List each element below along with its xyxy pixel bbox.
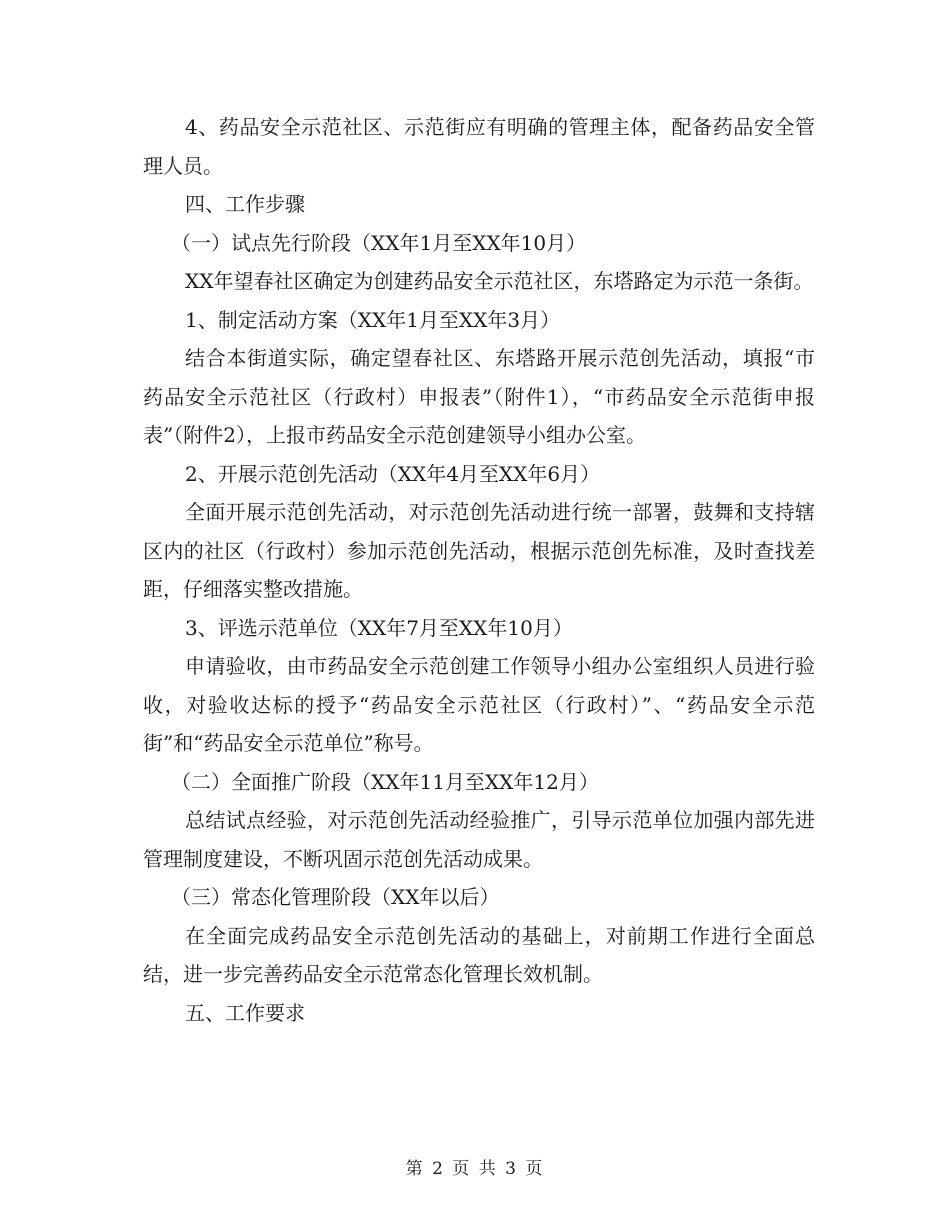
- paragraph-item-4: 4、药品安全示范社区、示范街应有明确的管理主体，配备药品安全管理人员。: [143, 115, 815, 178]
- subsection-heading-normalization-stage: （三）常态化管理阶段（XX年以后）: [171, 885, 500, 909]
- step-heading-selection: 3、评选示范单位（XX年7月至XX年10月）: [185, 615, 573, 640]
- paragraph-normalization: 在全面完成药品安全示范创先活动的基础上，对前期工作进行全面总结，进一步完善药品安全示范常态化管理长效机制。: [143, 923, 815, 986]
- page-footer: 第 2 页 共 3 页: [405, 1159, 545, 1179]
- section-heading-work-steps: 四、工作步骤: [185, 192, 305, 216]
- paragraph-plan: 结合本街道实际，确定望春社区、东塔路开展示范创先活动，填报“市药品安全示范社区（行政村）申报表”（附件1），“市药品安全示范街申报表”（附件2），上报市药品安全示范创建领导小组办公室。: [143, 346, 815, 447]
- subsection-heading-promotion-stage: （二）全面推广阶段（XX年11月至XX年12月）: [171, 769, 599, 794]
- paragraph-promotion: 总结试点经验，对示范创先活动经验推广，引导示范单位加强内部先进管理制度建设，不断巩固示范创先活动成果。: [143, 808, 815, 871]
- subsection-heading-pilot-stage: （一）试点先行阶段（XX年1月至XX年10月）: [171, 230, 587, 255]
- paragraph-activity: 全面开展示范创先活动，对示范创先活动进行统一部署，鼓舞和支持辖区内的社区（行政村）参加示范创先活动，根据示范创先标准，及时查找差距，仔细落实整改措施。: [143, 500, 815, 601]
- step-heading-plan: 1、制定活动方案（XX年1月至XX年3月）: [185, 307, 561, 332]
- document-body: [143, 108, 815, 1032]
- paragraph-pilot-intro: XX年望春社区确定为创建药品安全示范社区，东塔路定为示范一条街。: [185, 269, 814, 293]
- paragraph-selection: 申请验收，由市药品安全示范创建工作领导小组办公室组织人员进行验收，对验收达标的授予“药品安全示范社区（行政村）”、“药品安全示范街”和“药品安全示范单位”称号。: [143, 654, 815, 755]
- section-heading-work-requirements: 五、工作要求: [185, 1000, 305, 1025]
- step-heading-activity: 2、开展示范创先活动（XX年4月至XX年6月）: [185, 461, 601, 486]
